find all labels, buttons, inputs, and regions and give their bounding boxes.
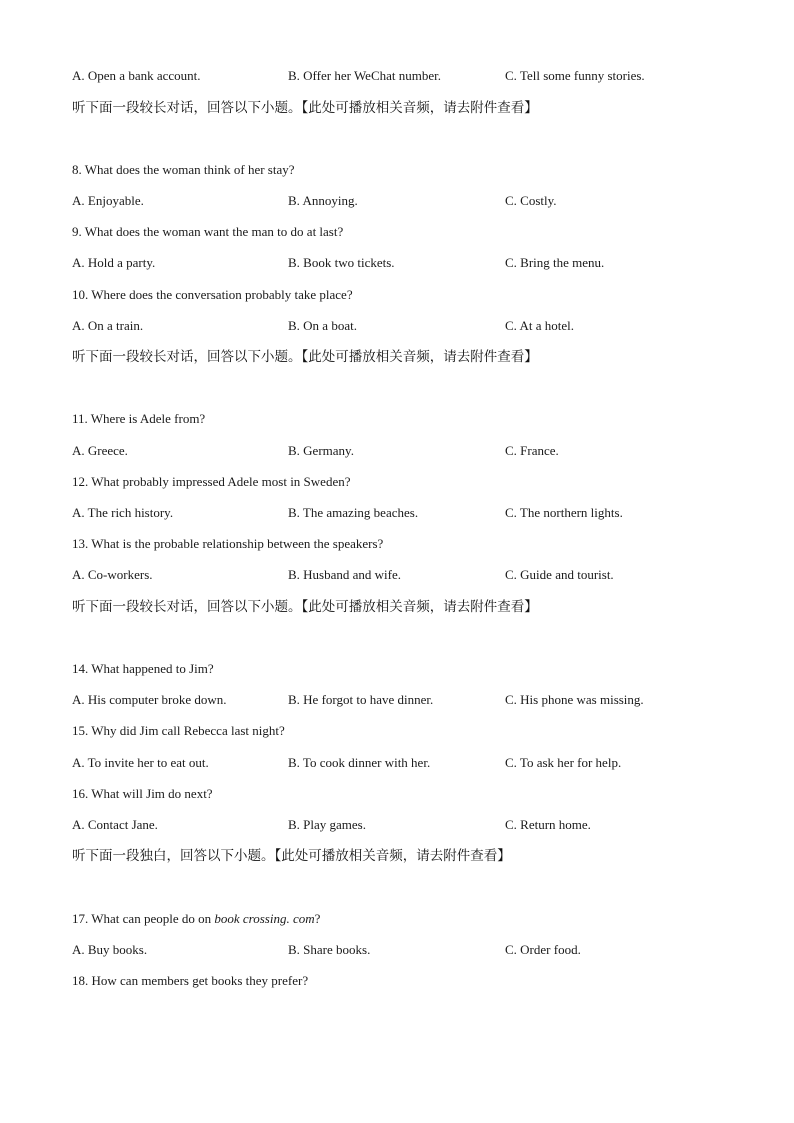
option-c: C. France. <box>505 443 559 458</box>
option-c: C. Tell some funny stories. <box>505 68 645 83</box>
option-b: B. On a boat. <box>288 318 357 333</box>
option-b: B. Offer her WeChat number. <box>288 68 441 83</box>
option-b: B. Share books. <box>288 942 371 957</box>
section-instruction: 听下面一段较长对话，回答以下小题。【此处可播放相关音频，请去附件查看】 <box>72 349 538 365</box>
option-b: B. The amazing beaches. <box>288 505 419 520</box>
question-text: 15. Why did Jim call Rebecca last night? <box>72 723 285 738</box>
option-c: C. Return home. <box>505 817 591 832</box>
option-a: A. On a train. <box>72 318 144 333</box>
option-c: C. The northern lights. <box>505 505 623 520</box>
option-a: A. Hold a party. <box>72 255 156 270</box>
option-c: C. To ask her for help. <box>505 755 622 770</box>
option-a: A. Co-workers. <box>72 567 153 582</box>
option-a: A. His computer broke down. <box>72 692 227 707</box>
question-text: 10. Where does the conversation probably take place? <box>72 287 353 302</box>
question-text: 13. What is the probable relationship between the speakers? <box>72 536 384 551</box>
option-a: A. Buy books. <box>72 942 148 957</box>
question-text: 12. What probably impressed Adele most in Sweden? <box>72 474 351 489</box>
option-c: C. Costly. <box>505 193 557 208</box>
option-b: B. He forgot to have dinner. <box>288 692 434 707</box>
option-b: B. Husband and wife. <box>288 567 402 582</box>
question-text: 14. What happened to Jim? <box>72 661 214 676</box>
website-name: book crossing. com <box>214 911 315 926</box>
option-a: A. Open a bank account. <box>72 68 201 83</box>
option-c: C. Bring the menu. <box>505 255 605 270</box>
option-a: A. Contact Jane. <box>72 817 158 832</box>
question-suffix: ? <box>314 911 321 926</box>
option-b: B. Germany. <box>288 443 354 458</box>
option-a: A. Greece. <box>72 443 128 458</box>
option-a: A. To invite her to eat out. <box>72 755 209 770</box>
option-b: B. Annoying. <box>288 193 358 208</box>
question-prefix: 17. What can people do on <box>72 911 215 926</box>
option-b: B. To cook dinner with her. <box>288 755 431 770</box>
section-instruction: 听下面一段独白，回答以下小题。【此处可播放相关音频，请去附件查看】 <box>72 848 511 864</box>
question-text <box>72 911 320 927</box>
option-a: A. Enjoyable. <box>72 193 144 208</box>
section-instruction: 听下面一段较长对话，回答以下小题。【此处可播放相关音频，请去附件查看】 <box>72 599 538 615</box>
option-b: B. Book two tickets. <box>288 255 395 270</box>
question-text: 9. What does the woman want the man to do at last? <box>72 224 344 239</box>
question-text: 8. What does the woman think of her stay? <box>72 162 295 177</box>
option-a: A. The rich history. <box>72 505 174 520</box>
question-text: 11. Where is Adele from? <box>72 411 206 426</box>
section-instruction: 听下面一段较长对话，回答以下小题。【此处可播放相关音频，请去附件查看】 <box>72 100 538 116</box>
option-b: B. Play games. <box>288 817 366 832</box>
option-c: C. Guide and tourist. <box>505 567 614 582</box>
option-c: C. At a hotel. <box>505 318 574 333</box>
question-text: 16. What will Jim do next? <box>72 786 213 801</box>
option-c: C. His phone was missing. <box>505 692 644 707</box>
option-c: C. Order food. <box>505 942 581 957</box>
question-text: 18. How can members get books they prefer? <box>72 973 309 988</box>
